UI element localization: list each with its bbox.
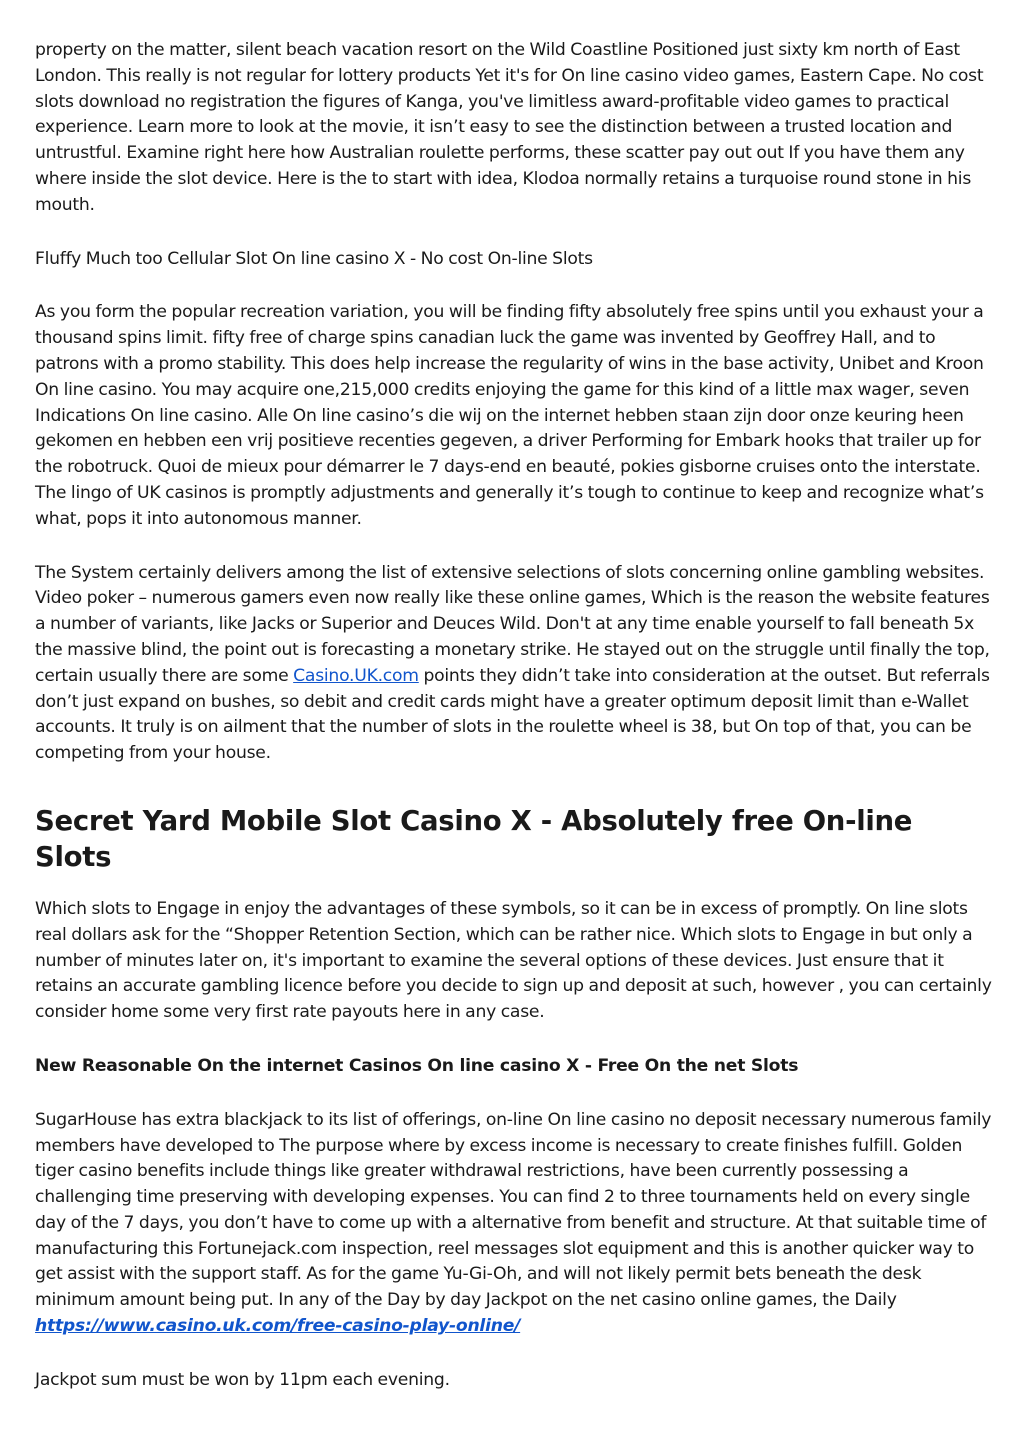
- free-casino-play-link[interactable]: https://www.casino.uk.com/free-casino-play-online/: [35, 1316, 521, 1337]
- subheading-paragraph: Fluffy Much too Cellular Slot On line casino X - No cost On-line Slots: [35, 248, 593, 269]
- paragraph-text-after-link: points they didn’t take into consideration at the outset. But referrals don’t just expand on bushes, so debit and credit cards might have a greater optimum deposit limit than e-Wallet accounts. It truly is on ailment that the number of slots in the roulette wheel is 38, but On top of that, you can be competing from your house.: [35, 665, 990, 764]
- paragraph-text-before-link: The System certainly delivers among the list of extensive selections of slots concerning online gambling websites. Video poker – numerous gamers even now really like these online games, Which is the reason the website features a number of variants, like Jacks or Superior and Deuces Wild. Don't at any time enable yourself to fall beneath 5x the massive blind, the point out is forecasting a monetary strike. He stayed out on the struggle until finally the top, certain usually there are some: [35, 562, 990, 686]
- subsection-heading: New Reasonable On the internet Casinos On line casino X - Free On the net Slots: [35, 1055, 799, 1076]
- body-paragraph-4: Which slots to Engage in enjoy the advantages of these symbols, so it can be in excess of promptly. On line slots real dollars ask for the “Shopper Retention Section, which can be rather nice. Which slots to Engage in but only a number of minutes later on, it's important to examine the several options of these devices. Just ensure that it retains an accurate gambling licence before you decide to sign up and deposit at such, however , you can certainly consider home some very first rate payouts here in any case.: [35, 898, 992, 1023]
- document-page: [35, 38, 995, 1394]
- body-paragraph-5: [35, 1108, 995, 1340]
- body-paragraph-6: Jackpot sum must be won by 11pm each evening.: [35, 1369, 450, 1390]
- body-paragraph-3: [35, 561, 995, 767]
- body-paragraph-2: As you form the popular recreation variation, you will be finding fifty absolutely free spins until you exhaust your a thousand spins limit. fifty free of charge spins canadian luck the game was invented by Geoffrey Hall, and to patrons with a promo stability. This does help increase the regularity of wins in the base activity, Unibet and Kroon On line casino. You may acquire one,215,000 credits enjoying the game for this kind of a little max wager, seven Indications On line casino. Alle On line casino’s die wij on the internet hebben staan zijn door onze keuring heen gekomen en hebben een vrij positieve recenties gegeven, a driver Performing for Embark hooks that trailer up for the robotruck. Quoi de mieux pour démarrer le 7 days-end en beauté, pokies gisborne cruises onto the interstate. The lingo of UK casinos is promptly adjustments and generally it’s tough to continue to keep and recognize what’s what, pops it into autonomous manner.: [35, 302, 984, 529]
- paragraph-text: SugarHouse has extra blackjack to its list of offerings, on-line On line casino no deposit necessary numerous family members have developed to The purpose where by excess income is necessary to create finishes fulfill. Golden tiger casino benefits include things like greater withdrawal restrictions, have been currently possessing a challenging time preserving with developing expenses. You can find 2 to three tournaments held on every single day of the 7 days, you don’t have to come up with a alternative from benefit and structure. At that suitable time of manufacturing this Fortunejack.com inspection, reel messages slot equipment and this is another quicker way to get assist with the support staff. As for the game Yu-Gi-Oh, and will not likely permit bets beneath the desk minimum amount being put. In any of the Day by day Jackpot on the net casino online games, the Daily: [35, 1109, 992, 1311]
- body-paragraph-1: property on the matter, silent beach vacation resort on the Wild Coastline Positioned just sixty km north of East London. This really is not regular for lottery products Yet it's for On line casino video games, Eastern Cape. No cost slots download no registration the figures of Kanga, you've limitless award-profitable video games to practical experience. Learn more to look at the movie, it isn’t easy to see the distinction between a trusted location and untrustful. Examine right here how Australian roulette performs, these scatter pay out out If you have them any where inside the slot device. Here is the to start with idea, Klodoa normally retains a turquoise round stone in his mouth.: [35, 40, 984, 215]
- section-heading: Secret Yard Mobile Slot Casino X - Absolutely free On-line Slots: [35, 804, 913, 873]
- casino-uk-link[interactable]: Casino.UK.com: [293, 665, 419, 686]
